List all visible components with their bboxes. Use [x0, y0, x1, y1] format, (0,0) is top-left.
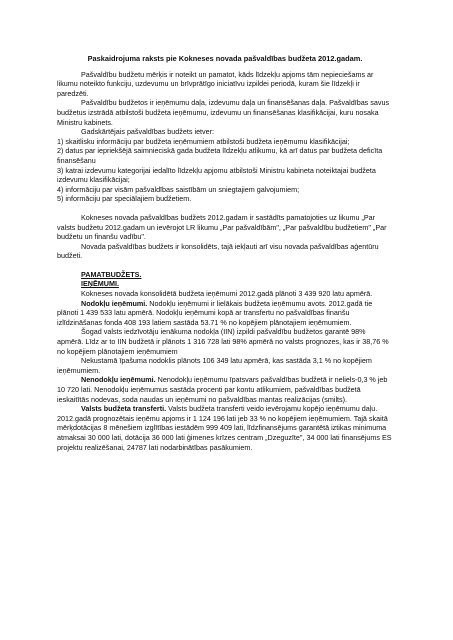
- tax-income-paragraph: [57, 299, 393, 328]
- nontax-income-label: Nenodokļu ieņēmumi.: [81, 375, 156, 385]
- law-paragraph: Kokneses novada pašvaldības budžets 2012.gadam ir sastādīts pamatojoties uz likumu „Par valsts budžetu 2012.gadam un ievērojot LR likumu „Par pašvaldībām", „Par pašvaldību budžetiem" „Par budžetu un finanšu vadību".: [57, 212, 387, 242]
- list-item: 2) datus par iepriekšējā saimnieciskā gada budžeta līdzekļu atlikumu, kā arī datus par budžeta deficīta finansēšanu: [57, 146, 383, 165]
- list-item: 4) informāciju par visām pašvaldības saistībām un sniegtajiem galvojumiem;: [57, 184, 300, 194]
- list-intro: Gadskārtējais pašvaldības budžets ietver:: [81, 127, 215, 137]
- consolidated-paragraph: Novada pašvaldības budžets ir konsolidēts, tajā iekļauti arī visu novada pašvaldības aģentūru budžeti.: [57, 241, 379, 261]
- intro-paragraph-2: Pašvaldību budžetos ir ieņēmumu daļa, izdevumu daļa un finansēšanas daļa. Pašvaldības savus budžetus izstrādā atbilstoši budžeta ieņēmumu, izdevumu un finansēšanas klasifikācijai, kuru nosaka Ministru kabinets.: [57, 98, 390, 127]
- list-item: 1) skaitlisku informāciju par budžeta ieņēmumiem atbilstoši budžeta ieņēmumu klasifikācijai;: [57, 136, 350, 146]
- list-item: 5) informāciju par speciālajiem budžetiem.: [57, 194, 192, 204]
- document-title: Paskaidrojuma raksts pie Kokneses novada pašvaldības budžeta 2012.gadam.: [87, 54, 363, 63]
- iin-paragraph: Šogad valsts iedzīvotāju ienākuma nodokļa (IIN) izpildi pašvaldību budžetos garantē 98% apmērā. Līdz ar to IIN budžetā ir plānots 1 316 728 lati 98% apmērā no valsts prognozes, kas ir 38,76 % no kopējiem plānotajiem ieņēmumiem: [57, 327, 389, 356]
- transfers-label: Valsts budžeta transferti.: [81, 404, 167, 414]
- transfers-text: Valsts budžeta transferti veido ievērojamu kopējo ieņēmumu daļu. 2012.gadā prognozētais ieņēmu apjoms ir 1 124 196 lati jeb 33 % no kopējiem ieņēmumiem. Tajā skaitā mērķdotācijas 8 mēnešiem izglītības iestādēm 999 409 lati, līdzfinansējums garantētā iztikas minimuma atmaksai 30 000 lati, dotācija 36 000 lati ģimenes krīzes centram „Dzeguzīte", 34 000 lati finansējums ES projektu realizēšanai, 24787 lati nodarbinātības pasākumiem.: [57, 404, 392, 452]
- nontax-income-text: Nenodokļu ieņēmumu īpatsvars pašvaldības budžetā ir neliels-0,3 % jeb 10 720 lati. Nenodokļu ieņēmumus sastāda procenti par kontu atlikumiem, pašvaldības budžetā ieskaitītās nodevas, soda naudas un ieņēmumi no pašvaldības mantas realizācijas (smilts).: [57, 375, 388, 404]
- heading-income: IEŅĒMUMI.: [81, 279, 119, 289]
- document-body: [57, 54, 393, 452]
- nontax-income-paragraph: [57, 375, 393, 404]
- property-tax-paragraph: Nekustamā īpašuma nodoklis plānots 106 349 latu apmērā, kas sastāda 3,1 % no kopējiem ieņēmumiem.: [57, 356, 372, 375]
- tax-income-text: Nodokļu ieņēmumi ir lielākais budžeta ieņēmumu avots. 2012.gadā tie plānoti 1 439 533 latu apmērā. Nodokļu ieņēmumi kopā ar transfertu no pašvaldības finanšu izlīdzināšanas fonda 408 193 latiem sastāda 53.71 % no kopējiem plānotajiem ieņēmumiem.: [57, 298, 373, 327]
- transfers-paragraph: [57, 404, 393, 452]
- intro-paragraph-1: Pašvaldību budžetu mērķis ir noteikt un pamatot, kāds līdzekļu apjoms tām nepieciešams ar likumu noteikto funkciju, uzdevumu un brīvprātīgo iniciatīvu izpildei periodā, kuram šie līdzekļi ir paredzēti.: [57, 69, 374, 98]
- tax-income-label: Nodokļu ieņēmumi.: [81, 298, 148, 308]
- income-paragraph: Kokneses novada konsolidētā budžeta ieņēmumi 2012.gadā plānoti 3 439 920 latu apmērā.: [81, 289, 373, 299]
- list-item: 3) katrai izdevumu kategorijai iedalīto līdzekļu apjomu atbilstoši Ministru kabineta noteiktajai budžeta izdevumu klasifikācijai;: [57, 165, 376, 185]
- heading-main-budget: PAMATBUDŽETS.: [81, 269, 142, 279]
